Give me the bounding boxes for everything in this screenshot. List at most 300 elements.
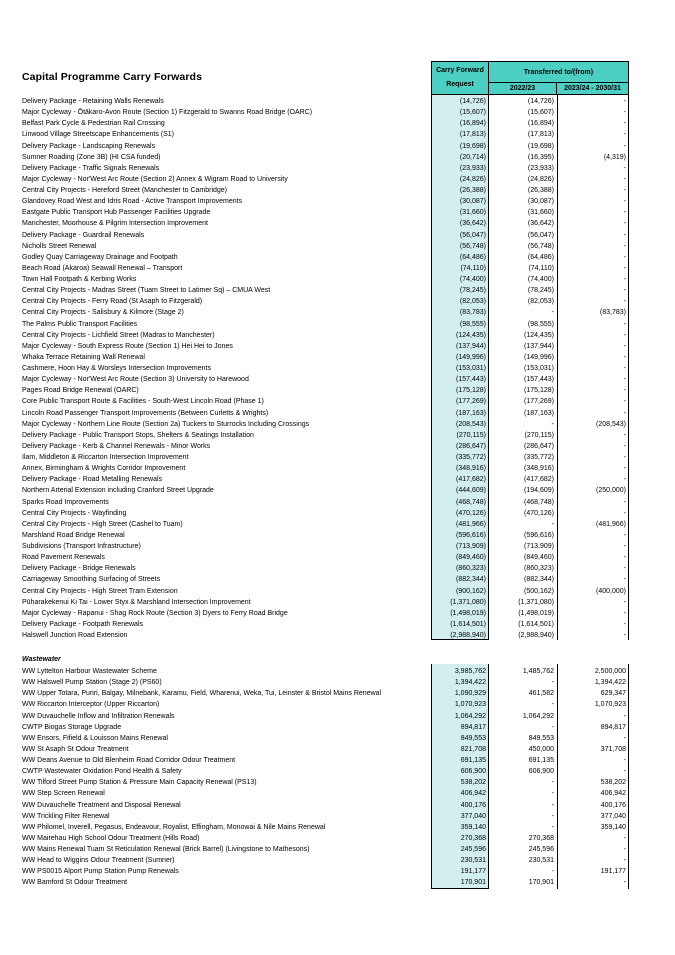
row-description: Core Public Transport Route & Facilities - South-West Lincoln Road (Phase 1) — [22, 398, 264, 406]
table-row — [22, 408, 629, 419]
row-description: WW Mairehau High School Odour Treatment (Hills Road) — [22, 834, 200, 842]
carry-forward-value: (64,486) — [459, 253, 486, 261]
table-row — [22, 463, 629, 474]
carry-forward-value: (175,128) — [456, 387, 486, 395]
year2-value: - — [623, 857, 626, 865]
table-row — [22, 497, 629, 508]
year1-header: 2022/23 — [489, 83, 557, 95]
year1-value: (175,128) — [524, 387, 554, 395]
carry-forward-value: (882,344) — [456, 576, 486, 584]
row-description: Delivery Package - Footpath Renewals — [22, 620, 144, 628]
year1-value: (23,933) — [527, 164, 554, 172]
year1-value: - — [551, 679, 554, 687]
year1-value: - — [551, 868, 554, 876]
year2-value: 2,500,000 — [594, 668, 626, 675]
year1-value: (348,916) — [524, 465, 554, 473]
carry-forward-value: (98,555) — [459, 320, 486, 328]
table-row — [22, 855, 629, 866]
table-row — [22, 519, 629, 530]
carry-forward-value: 691,135 — [460, 757, 486, 764]
table-row — [22, 141, 629, 152]
year2-value: - — [623, 476, 626, 484]
year2-value: 1,394,422 — [594, 679, 626, 687]
year2-value: - — [623, 187, 626, 194]
year2-value: - — [623, 465, 626, 473]
year1-value: - — [551, 823, 554, 831]
carry-forward-value: (16,894) — [459, 120, 486, 128]
carry-forward-value: (157,443) — [456, 376, 486, 384]
year1-value: 450,000 — [528, 745, 554, 753]
year1-value: (335,772) — [524, 454, 554, 461]
year1-value: (177,269) — [524, 398, 554, 406]
carry-forward-value: (78,245) — [459, 287, 486, 295]
row-description: WW Upper Totara, Puriri, Balgay, Milnebank, Karamu, Field, Wharenui, Weka, Tui, Leinster & Bristol Mains Renewal — [22, 690, 382, 698]
carry-forward-value: (36,642) — [459, 220, 486, 228]
year1-value: 849,553 — [528, 734, 554, 742]
table-row — [22, 833, 629, 844]
year1-value: 1,064,292 — [522, 712, 554, 720]
year2-value: 406,942 — [600, 790, 626, 798]
year2-value: - — [623, 632, 626, 639]
table-row — [22, 508, 629, 519]
table-row — [22, 419, 629, 430]
row-description: CWTP Wastewater Oxidation Pond Health & Safety — [22, 768, 182, 776]
year2-value: - — [623, 387, 626, 395]
year2-value: - — [623, 398, 626, 406]
carry-forward-value: 849,553 — [460, 734, 486, 742]
table-row — [22, 185, 629, 196]
year1-value: (17,813) — [527, 131, 554, 139]
year2-value: - — [623, 276, 626, 283]
year1-value: 606,900 — [528, 768, 554, 776]
carry-forward-value: (1,371,080) — [450, 598, 486, 606]
table-row — [22, 552, 629, 563]
year2-value: - — [623, 231, 626, 239]
year2-value: - — [623, 879, 626, 887]
year2-value: - — [623, 576, 626, 584]
table-row — [22, 385, 629, 396]
year2-value: - — [623, 353, 626, 361]
year1-value: (849,460) — [524, 554, 554, 562]
year1-value: (56,047) — [527, 231, 554, 239]
table-row — [22, 777, 629, 788]
year2-value: 377,040 — [600, 812, 626, 820]
carry-forward-header — [431, 61, 489, 95]
table-row — [22, 722, 629, 733]
carry-forward-value: (24,826) — [459, 175, 486, 183]
table-row — [22, 608, 629, 619]
carry-forward-header-line2: Request — [446, 81, 474, 88]
row-description: Ilam, Middleton & Riccarton Intersection Improvement — [22, 454, 189, 461]
row-description: The Palms Public Transport Facilities — [22, 320, 138, 328]
carry-forward-value: (713,909) — [456, 543, 486, 550]
year1-value: - — [551, 309, 554, 317]
table-row — [22, 474, 629, 485]
row-description: Central City Projects - Madras Street (Tuam Street to Latimer Sq) – CMUA West — [22, 287, 271, 295]
year1-value: - — [551, 520, 554, 528]
table-row — [22, 574, 629, 585]
year2-value: (208,543) — [596, 420, 626, 428]
carry-forward-value: (30,087) — [459, 198, 486, 206]
year2-value: (481,966) — [596, 520, 626, 528]
year1-value: 1,485,762 — [522, 668, 554, 675]
year2-value: (400,000) — [596, 587, 626, 595]
year2-value: - — [623, 175, 626, 183]
row-description: WW Tilford Street Pump Station & Pressure Main Capacity Renewal (PS13) — [22, 779, 257, 787]
year1-value: (882,344) — [524, 576, 554, 584]
year1-value: (24,826) — [527, 175, 554, 183]
row-description: WW Philomel, Inverell, Pegasus, Endeavour, Royalist, Effingham, Monowai & Nile Mains Renewal — [22, 823, 326, 831]
carry-forward-value: (596,616) — [456, 531, 486, 539]
carry-forward-value: 1,090,929 — [454, 690, 486, 698]
year2-value: - — [623, 431, 626, 439]
row-description: Delivery Package - Road Metalling Renewals — [22, 476, 163, 484]
year2-value: - — [623, 543, 626, 550]
table-row — [22, 352, 629, 363]
row-description: WW Mains Renewal Tuam St Reticulation Renewal (Brick Barrel) (Livingstone to Mathesons) — [22, 846, 310, 853]
year1-value: (78,245) — [527, 287, 554, 295]
carry-forward-value: (470,126) — [456, 509, 486, 517]
year1-value: (470,126) — [524, 509, 554, 517]
row-description: WW Duvauchelle Treatment and Disposal Renewal — [22, 801, 181, 809]
table-row — [22, 307, 629, 318]
row-description: Linwood Village Streetscape Enhancements (S1) — [22, 131, 175, 139]
year2-value: - — [623, 454, 626, 461]
carry-forward-value: (1,498,019) — [450, 609, 486, 617]
table-row — [22, 218, 629, 229]
year2-value: 538,202 — [600, 779, 626, 787]
table-row — [22, 677, 629, 688]
table-row — [22, 241, 629, 252]
carry-forward-value: 359,140 — [460, 823, 486, 831]
row-description: Central City Projects - High Street (Cashel to Tuam) — [22, 520, 183, 528]
year2-value: 191,177 — [600, 868, 626, 876]
row-description: WW Bamford St Odour Treatment — [22, 879, 128, 887]
table-row — [22, 341, 629, 352]
year2-value: - — [623, 253, 626, 261]
year2-value: 371,708 — [600, 745, 626, 753]
row-description: Major Cycleway - Rapanui - Shag Rock Route (Section 3) Dyers to Ferry Road Bridge — [22, 609, 288, 617]
carry-forward-value: (444,609) — [456, 487, 486, 495]
year1-value: (270,115) — [524, 431, 554, 439]
year2-value: - — [623, 620, 626, 628]
year2-value: 359,140 — [600, 823, 626, 831]
carry-forward-value: 1,064,292 — [454, 712, 486, 720]
year2-value: - — [623, 565, 626, 573]
row-description: Glandovey Road West and Idris Road - Active Transport Improvements — [22, 198, 243, 206]
year1-value: (124,435) — [524, 331, 554, 339]
row-description: Central City Projects - Lichfield Street (Madras to Manchester) — [22, 331, 215, 339]
table-row — [22, 755, 629, 766]
year1-value: (1,614,501) — [518, 620, 554, 628]
carry-forward-value: 191,177 — [460, 868, 486, 876]
page-title: Capital Programme Carry Forwards — [22, 71, 203, 83]
transport-table — [22, 96, 629, 641]
carry-forward-value: (56,047) — [459, 231, 486, 239]
year1-value: (74,110) — [528, 264, 554, 272]
row-description: Sumner Roading (Zone 3B) (HI CSA funded) — [22, 153, 161, 161]
year2-value: - — [623, 264, 626, 272]
carry-forward-value: (74,400) — [459, 276, 486, 283]
year2-value: - — [623, 598, 626, 606]
row-description: WW Ensors, Fifield & Louisson Mains Renewal — [22, 734, 168, 742]
year1-value: - — [551, 701, 554, 709]
year2-value: - — [623, 131, 626, 139]
year1-value: (26,388) — [527, 187, 554, 194]
year2-value: 894,817 — [600, 723, 626, 731]
carry-forward-value: (900,162) — [456, 587, 486, 595]
year1-value: - — [551, 420, 554, 428]
year2-value: - — [623, 554, 626, 562]
year1-value: (860,323) — [524, 565, 554, 573]
carry-forward-value: 1,394,422 — [454, 679, 486, 687]
row-description: CWTP Biogas Storage Upgrade — [22, 723, 122, 731]
table-row — [22, 877, 629, 888]
carry-forward-value: (1,614,501) — [450, 620, 486, 628]
year1-value: (500,162) — [524, 587, 554, 595]
table-row — [22, 163, 629, 174]
carry-forward-value: (468,748) — [456, 498, 486, 506]
year1-value: (74,400) — [527, 276, 554, 283]
year2-value: (4,319) — [603, 153, 626, 161]
carry-forward-value: (83,783) — [459, 309, 486, 317]
year1-value: (64,486) — [527, 253, 554, 261]
carry-forward-value: (82,053) — [459, 298, 486, 306]
carry-forward-value: 3,985,762 — [454, 668, 486, 675]
year1-value: 461,582 — [528, 690, 554, 698]
row-description: Major Cycleway - Nor'West Arc Route (Section 2) Annex & Wigram Road to University — [22, 175, 288, 183]
row-description: Annex, Birmingham & Wrights Corridor Improvement — [22, 465, 186, 473]
year1-value: (14,726) — [527, 98, 554, 105]
table-row — [22, 711, 629, 722]
year1-value: (153,031) — [524, 365, 554, 372]
carry-forward-value: 270,368 — [460, 834, 486, 842]
carry-forward-value: (23,933) — [459, 164, 486, 172]
table-row — [22, 541, 629, 552]
row-description: Manchester, Moorhouse & Pilgrim Intersection Improvement — [22, 220, 208, 228]
year2-value: - — [623, 712, 626, 720]
year1-value: 230,531 — [528, 857, 554, 865]
row-description: Delivery Package - Public Transport Stops, Shelters & Seatings Installation — [22, 431, 254, 439]
table-row — [22, 107, 629, 118]
row-description: Subdivisions (Transport Infrastructure) — [22, 543, 141, 550]
carry-forward-value: 821,708 — [460, 745, 486, 753]
year2-value: - — [623, 509, 626, 517]
year1-value: 691,135 — [528, 757, 554, 764]
row-description: Town Hall Footpath & Kerbing Works — [22, 276, 137, 283]
year1-value: - — [551, 801, 554, 809]
year1-value: (98,555) — [527, 320, 554, 328]
year2-value: - — [623, 220, 626, 228]
year1-value: (36,642) — [527, 220, 554, 228]
year1-value: (30,087) — [527, 198, 554, 206]
row-description: WW Halswell Pump Station (Stage 2) (PS60) — [22, 679, 162, 687]
year2-value: - — [623, 287, 626, 295]
table-row — [22, 485, 629, 496]
year1-value: (286,647) — [524, 442, 554, 450]
carry-forward-value: 1,070,923 — [454, 701, 486, 709]
carry-forward-value: 606,900 — [460, 768, 486, 776]
row-description: Major Cycleway - Ōtākaro-Avon Route (Section 1) Fitzgerald to Swanns Road Bridge (OARC) — [22, 109, 313, 117]
row-description: WW Trickling Filter Renewal — [22, 812, 110, 820]
row-description: Eastgate Public Transport Hub Passenger Facilities Upgrade — [22, 209, 211, 217]
table-row — [22, 274, 629, 285]
table-row — [22, 844, 629, 855]
carry-forward-value: 245,596 — [460, 846, 486, 853]
table-row — [22, 630, 629, 641]
year2-value: - — [623, 409, 626, 417]
year2-value: - — [623, 142, 626, 150]
table-row — [22, 118, 629, 129]
year2-value: (83,783) — [599, 309, 626, 317]
year1-value: (56,748) — [527, 242, 554, 250]
table-row — [22, 699, 629, 710]
year1-value: (16,395) — [527, 153, 554, 161]
row-description: WW Lyttelton Harbour Wastewater Scheme — [22, 668, 157, 675]
carry-forward-value: (19,698) — [459, 142, 486, 150]
row-description: Major Cycleway - Nor'West Arc Route (Section 3) University to Harewood — [22, 376, 249, 384]
year2-value: - — [623, 109, 626, 117]
year2-value: - — [623, 757, 626, 764]
year2-value: - — [623, 609, 626, 617]
table-row — [22, 285, 629, 296]
row-description: WW Step Screen Renewal — [22, 790, 105, 798]
table-row — [22, 330, 629, 341]
table-row — [22, 597, 629, 608]
row-description: Carriageway Smoothing Surfacing of Streets — [22, 576, 161, 584]
year1-value: (194,609) — [524, 487, 554, 495]
year1-value: - — [551, 723, 554, 731]
carry-forward-header-line1: Carry Forward — [436, 67, 484, 74]
carry-forward-value: 538,202 — [460, 779, 486, 787]
row-description: Lincoln Road Passenger Transport Improvements (Between Curletts & Wrights) — [22, 409, 269, 417]
year1-value: (468,748) — [524, 498, 554, 506]
table-row — [22, 452, 629, 463]
row-description: Nicholls Street Renewal — [22, 242, 97, 250]
table-row — [22, 688, 629, 699]
table-row — [22, 230, 629, 241]
table-row — [22, 363, 629, 374]
carry-forward-value: (481,966) — [456, 520, 486, 528]
table-row — [22, 252, 629, 263]
table-row — [22, 207, 629, 218]
year2-value: - — [623, 442, 626, 450]
row-description: Central City Projects - Ferry Road (St Asaph to Fitzgerald) — [22, 298, 203, 306]
year1-value: (31,660) — [527, 209, 554, 217]
row-description: WW PS0015 Alport Pump Station Pump Renewals — [22, 868, 179, 876]
year2-value: - — [623, 120, 626, 128]
table-row — [22, 196, 629, 207]
row-description: Beach Road (Akaroa) Seawall Renewal – Transport — [22, 264, 183, 272]
carry-forward-value: (187,163) — [456, 409, 486, 417]
carry-forward-value: (124,435) — [456, 331, 486, 339]
carry-forward-value: (20,714) — [459, 153, 486, 161]
year1-value: (16,894) — [527, 120, 554, 128]
table-row — [22, 152, 629, 163]
year2-value: - — [623, 198, 626, 206]
row-description: WW Duvauchelle Inflow and Infiltration Renewals — [22, 712, 175, 720]
year2-value: - — [623, 342, 626, 350]
row-description: Whaka Terrace Retaining Wall Renewal — [22, 353, 145, 361]
table-row — [22, 296, 629, 307]
year1-value: - — [551, 790, 554, 798]
year1-value: (15,607) — [527, 109, 554, 117]
row-description: Central City Projects - Hereford Street (Manchester to Cambridge) — [22, 187, 228, 194]
row-description: Central City Projects - Salisbury & Kilmore (Stage 2) — [22, 309, 184, 317]
year1-value: 270,368 — [528, 834, 554, 842]
row-description: Major Cycleway - Northern Line Route (Section 2a) Tuckers to Sturrocks Including Crossings — [22, 420, 310, 428]
year1-value: (713,909) — [524, 543, 554, 550]
year2-header: 2023/24 - 2030/31 — [557, 83, 629, 95]
table-row — [22, 96, 629, 107]
carry-forward-value: (348,916) — [456, 465, 486, 473]
row-description: Road Pavement Renewals — [22, 554, 105, 562]
year2-value: - — [623, 376, 626, 384]
wastewater-table — [22, 666, 629, 889]
year2-value: 1,070,923 — [594, 701, 626, 709]
table-row — [22, 319, 629, 330]
table-row — [22, 666, 629, 677]
year2-value: (250,000) — [596, 487, 626, 495]
year1-value: - — [551, 779, 554, 787]
carry-forward-value: (335,772) — [456, 454, 486, 461]
table-row — [22, 129, 629, 140]
row-description: Pages Road Bridge Renewal (OARC) — [22, 387, 139, 395]
table-row — [22, 396, 629, 407]
year2-value: - — [623, 298, 626, 306]
year1-value: (2,988,940) — [518, 632, 554, 639]
year2-value: - — [623, 846, 626, 853]
carry-forward-value: (208,543) — [456, 420, 486, 428]
row-description: Central City Projects - High Street Tram Extension — [22, 587, 178, 595]
year1-value: (596,616) — [524, 531, 554, 539]
wastewater-section-title: Wastewater — [22, 656, 61, 663]
year2-value: - — [623, 498, 626, 506]
year1-value: (19,698) — [527, 142, 554, 150]
row-description: Delivery Package - Bridge Renewals — [22, 565, 136, 573]
carry-forward-value: (56,748) — [459, 242, 486, 250]
carry-forward-value: (26,388) — [459, 187, 486, 194]
table-row — [22, 800, 629, 811]
table-row — [22, 788, 629, 799]
carry-forward-value: (417,682) — [456, 476, 486, 484]
carry-forward-value: 894,817 — [460, 723, 486, 731]
carry-forward-value: (860,323) — [456, 565, 486, 573]
year2-value: 629,347 — [600, 690, 626, 698]
year2-value: - — [623, 365, 626, 372]
year1-value: - — [551, 812, 554, 820]
table-row — [22, 733, 629, 744]
table-row — [22, 744, 629, 755]
table-row — [22, 374, 629, 385]
row-description: Godley Quay Carriageway Drainage and Footpath — [22, 253, 178, 261]
table-row — [22, 174, 629, 185]
carry-forward-value: 377,040 — [460, 812, 486, 820]
carry-forward-value: (149,996) — [456, 353, 486, 361]
row-description: Central City Projects - Wayfinding — [22, 509, 127, 517]
year2-value: - — [623, 834, 626, 842]
row-description: Delivery Package - Retaining Walls Renewals — [22, 98, 164, 105]
carry-forward-value: (14,726) — [459, 98, 486, 105]
table-row — [22, 811, 629, 822]
year2-value: - — [623, 164, 626, 172]
carry-forward-value: (31,660) — [459, 209, 486, 217]
year1-value: (1,371,080) — [518, 598, 554, 606]
row-description: WW Head to Wiggins Odour Treatment (Sumner) — [22, 857, 175, 865]
row-description: Delivery Package - Kerb & Channel Renewals - Minor Works — [22, 442, 211, 450]
carry-forward-value: 406,942 — [460, 790, 486, 798]
carry-forward-value: (286,647) — [456, 442, 486, 450]
